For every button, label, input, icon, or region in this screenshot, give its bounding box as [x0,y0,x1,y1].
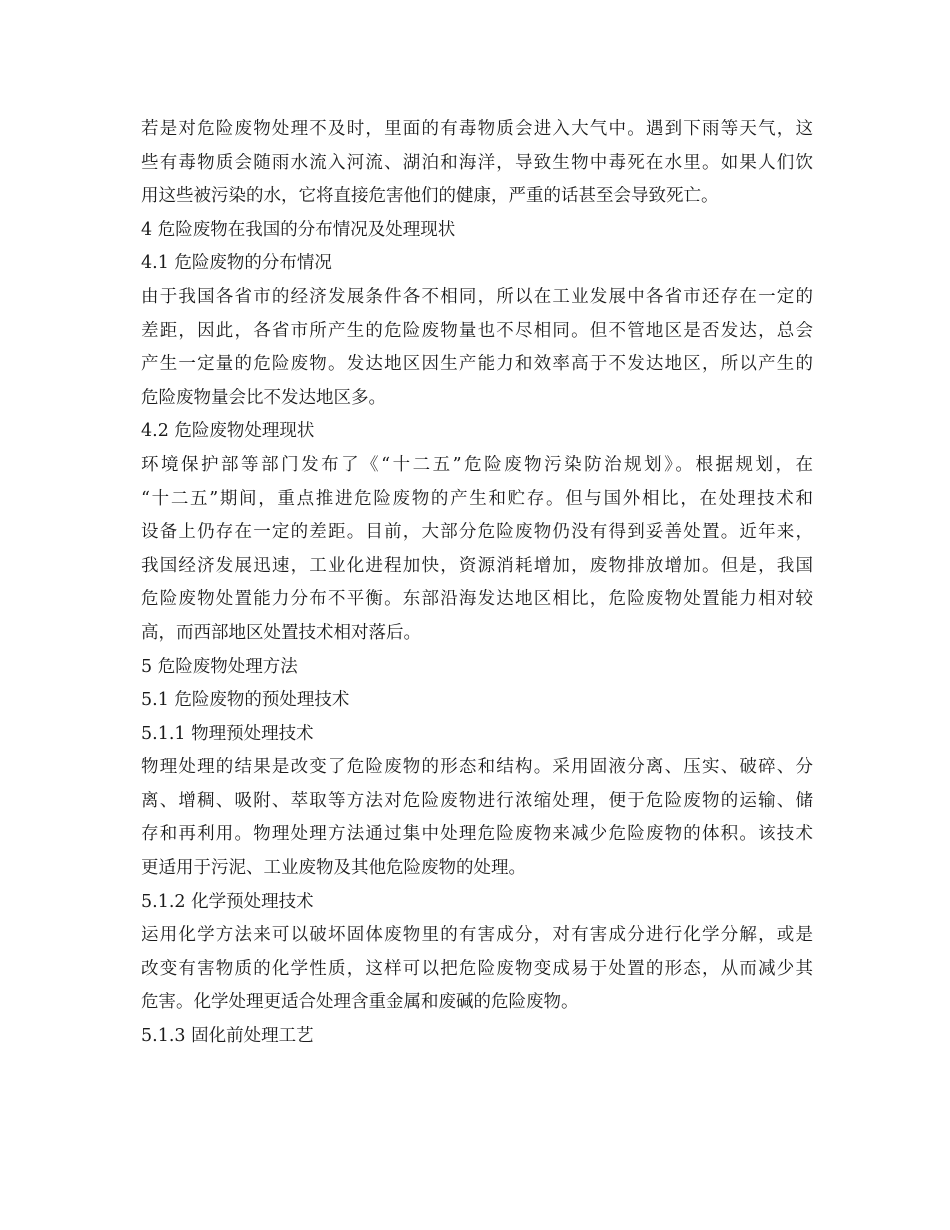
paragraph-line: 我国经济发展迅速，工业化进程加快，资源消耗增加，废物排放增加。但是，我国 [141,555,813,576]
document-page [141,113,813,1054]
paragraph-line: 产生一定量的危险废物。发达地区因生产能力和效率高于不发达地区，所以产生的 [141,354,813,375]
paragraph-line: 存和再利用。物理处理方法通过集中处理危险废物来减少危险废物的体积。该技术 [141,824,813,845]
paragraph-line: 改变有害物质的化学性质，这样可以把危险废物变成易于处置的形态，从而减少其 [141,958,813,979]
section-heading-5-1: 5.1 危险废物的预处理技术 [141,690,350,711]
paragraph-line: 危险废物量会比不发达地区多。 [141,387,386,408]
paragraph-line: 危险废物处置能力分布不平衡。东部沿海发达地区相比，危险废物处置能力相对较 [141,589,813,610]
section-heading-5: 5 危险废物处理方法 [141,656,298,677]
paragraph-line: 差距，因此，各省市所产生的危险废物量也不尽相同。但不管地区是否发达，总会 [141,320,813,341]
section-heading-4-2: 4.2 危险废物处理现状 [141,421,315,442]
paragraph-line: 危害。化学处理更适合处理含重金属和废碱的危险废物。 [141,992,579,1013]
paragraph-line: 用这些被污染的水，它将直接危害他们的健康，严重的话甚至会导致死亡。 [141,186,719,207]
section-heading-4: 4 危险废物在我国的分布情况及处理现状 [141,219,456,240]
section-heading-5-1-3: 5.1.3 固化前处理工艺 [141,1026,314,1047]
paragraph-line: 环境保护部等部门发布了《“十二五”危险废物污染防治规划》。根据规划，在 [141,454,813,475]
section-heading-5-1-1: 5.1.1 物理预处理技术 [141,723,314,744]
paragraph-line: “十二五”期间，重点推进危险废物的产生和贮存。但与国外相比，在处理技术和 [141,488,813,509]
section-heading-5-1-2: 5.1.2 化学预处理技术 [141,891,314,912]
paragraph-line: 离、增稠、吸附、萃取等方法对危险废物进行浓缩处理，便于危险废物的运输、储 [141,790,813,811]
paragraph-line: 物理处理的结果是改变了危险废物的形态和结构。采用固液分离、压实、破碎、分 [141,757,813,778]
paragraph-line: 运用化学方法来可以破坏固体废物里的有害成分，对有害成分进行化学分解，或是 [141,925,813,946]
paragraph-line: 更适用于污泥、工业废物及其他危险废物的处理。 [141,858,526,879]
paragraph-line: 些有毒物质会随雨水流入河流、湖泊和海洋，导致生物中毒死在水里。如果人们饮 [141,152,813,173]
paragraph-line: 设备上仍存在一定的差距。目前，大部分危险废物仍没有得到妥善处置。近年来， [141,522,813,543]
paragraph-line: 若是对危险废物处理不及时，里面的有毒物质会进入大气中。遇到下雨等天气，这 [141,119,813,139]
paragraph-line: 由于我国各省市的经济发展条件各不相同，所以在工业发展中各省市还存在一定的 [141,286,813,307]
section-heading-4-1: 4.1 危险废物的分布情况 [141,253,332,274]
paragraph-line: 高，而西部地区处置技术相对落后。 [141,622,421,643]
